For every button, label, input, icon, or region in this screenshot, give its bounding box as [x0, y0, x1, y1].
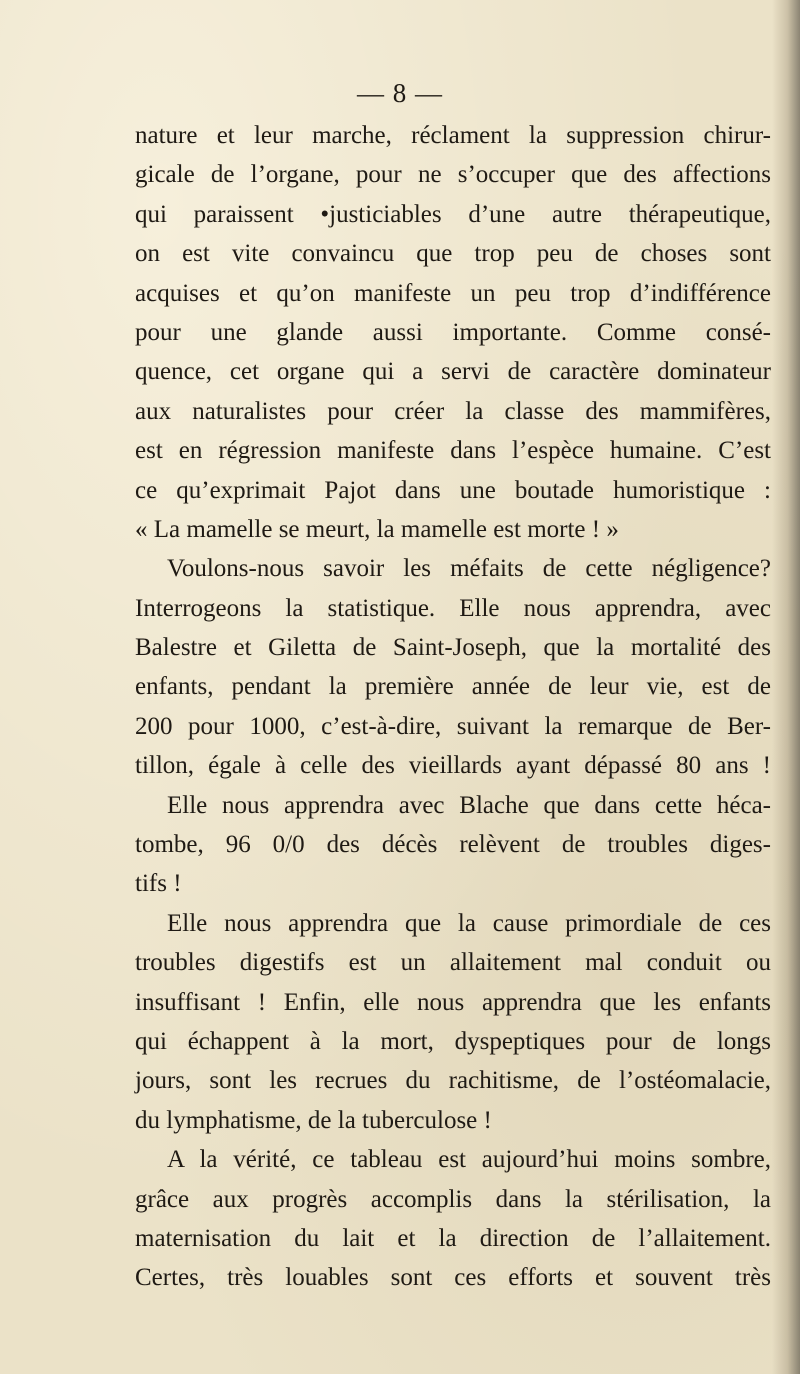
text-line: jours, sont les recrues du rachitisme, de l’ostéomalacie, — [135, 1067, 771, 1095]
text-line: quence, cet organe qui a servi de caractère dominateur — [135, 358, 771, 386]
text-line: Interrogeons la statistique. Elle nous apprendra, avec — [135, 594, 771, 622]
text-line: est en régression manifeste dans l’espèce humaine. C’est — [135, 437, 771, 465]
text-line: maternisation du lait et la direction de l’allaitement. — [135, 1224, 771, 1252]
text-line: du lymphatisme, de la tuberculose ! — [135, 1106, 492, 1134]
text-line: qui échappent à la mort, dyspeptiques pour de longs — [135, 1027, 771, 1055]
text-line: qui paraissent •justiciables d’une autre thérapeutique, — [135, 200, 771, 228]
text-line: Elle nous apprendra avec Blache que dans cette héca- — [167, 791, 771, 819]
text-line: 200 pour 1000, c’est-à-dire, suivant la remarque de Ber- — [135, 712, 771, 740]
text-line: Elle nous apprendra que la cause primordiale de ces — [167, 909, 771, 937]
text-line: Balestre et Giletta de Saint-Joseph, que la mortalité des — [135, 634, 771, 662]
text-line: Voulons-nous savoir les méfaits de cette négligence? — [167, 555, 771, 583]
text-line: tifs ! — [135, 870, 182, 898]
page-number: — 8 — — [357, 78, 443, 108]
text-line: pour une glande aussi importante. Comme consé- — [135, 318, 771, 346]
text-line: on est vite convaincu que trop peu de choses sont — [135, 240, 771, 268]
text-line: gicale de l’organe, pour ne s’occuper que des affections — [135, 161, 771, 189]
text-line: nature et leur marche, réclament la suppression chirur- — [135, 122, 771, 149]
text-line: enfants, pendant la première année de leur vie, est de — [135, 673, 771, 701]
text-line: troubles digestifs est un allaitement mal conduit ou — [135, 949, 771, 977]
text-line: grâce aux progrès accomplis dans la stérilisation, la — [135, 1185, 771, 1213]
text-line: A la vérité, ce tableau est aujourd’hui moins sombre, — [167, 1146, 771, 1174]
text-line: ce qu’exprimait Pajot dans une boutade humoristique : — [135, 476, 771, 504]
text-line: tillon, égale à celle des vieillards ayant dépassé 80 ans ! — [135, 752, 771, 780]
text-line: tombe, 96 0/0 des décès relèvent de troubles diges- — [135, 831, 771, 859]
text-line: « La mamelle se meurt, la mamelle est morte ! » — [135, 515, 619, 543]
text-line: aux naturalistes pour créer la classe des mammifères, — [135, 397, 771, 425]
page-edge-shadow — [772, 0, 800, 1374]
text-line: Certes, très louables sont ces efforts et souvent très — [135, 1264, 771, 1292]
body-text — [135, 116, 771, 1298]
text-line: acquises et qu’on manifeste un peu trop d’indifférence — [135, 279, 771, 307]
text-line: insuffisant ! Enfin, elle nous apprendra que les enfants — [135, 988, 771, 1016]
